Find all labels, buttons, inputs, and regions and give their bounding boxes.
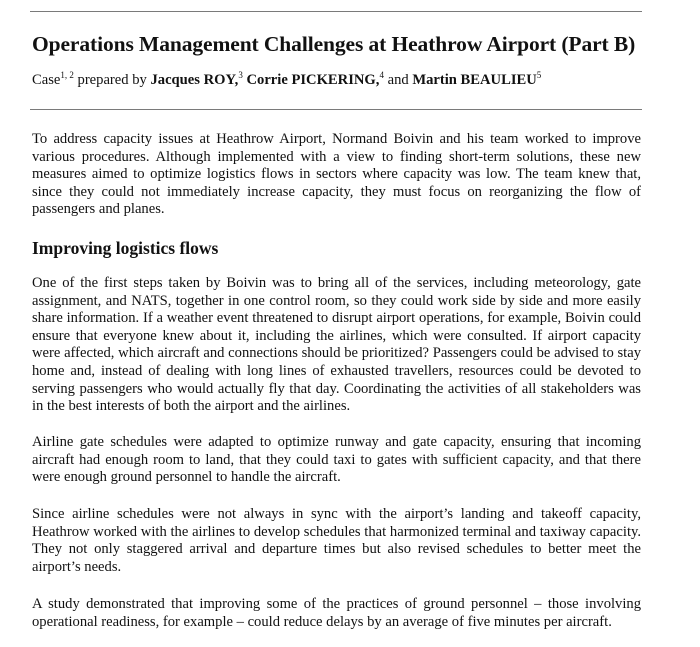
- paragraph-ground-personnel-study: A study demonstrated that improving some of the practices of ground personnel – those involving operational readiness, for example – could reduce delays by an average of five minutes per aircraft.: [32, 596, 641, 630]
- paragraph-airline-schedules: Since airline schedules were not always in sync with the airport’s landing and takeoff capacity, Heathrow worked with the airlines to develop schedules that harmonized terminal and taxiway capacity. They not only staggered arrival and departure times but also revised schedules to better meet the airport’s needs.: [32, 506, 641, 575]
- author2-footnote-ref: 4: [379, 70, 384, 80]
- byline-prepared-by: prepared by: [73, 72, 151, 88]
- byline: [32, 72, 541, 89]
- paragraph-control-room: One of the first steps taken by Boivin was to bring all of the services, including meteorology, gate assignment, and NATS, together in one control room, so they could work side by side and more easily share information. If a weather event threatened to disrupt airport operations, for example, Boivin could ensure that everyone knew about it, including the airlines, which were consulted. If airport capacity were affected, which aircraft and connections should be prioritized? Passengers could be advised to stay home and, instead of dealing with long lines of exhausted travellers, resources could be devoted to serving passengers who would actually fly that day. Coordinating the activities of all stakeholders was in the best interests of both the airport and the airlines.: [32, 275, 641, 415]
- case-footnote-ref: 1, 2: [60, 70, 74, 80]
- author-corrie-pickering: Corrie PICKERING,: [242, 72, 380, 88]
- bottom-rule: [30, 109, 642, 110]
- author3-footnote-ref: 5: [536, 70, 542, 80]
- author-martin-beaulieu: Martin BEAULIEU: [412, 72, 537, 88]
- top-rule: [30, 11, 642, 12]
- byline-and: and: [383, 72, 413, 88]
- author-jacques-roy: Jacques ROY,: [150, 72, 239, 88]
- author1-footnote-ref: 3: [238, 70, 243, 80]
- intro-paragraph: To address capacity issues at Heathrow Airport, Normand Boivin and his team worked to improve various procedures. Although implemented with a view to finding short-term solutions, these new measures aimed to optimize logistics flows in sectors where capacity was low. The team knew that, since they could not immediately increase capacity, they must focus on reorganizing the flow of passengers and planes.: [32, 131, 641, 218]
- document-title: Operations Management Challenges at Heathrow Airport (Part B): [32, 32, 636, 56]
- section-heading: Improving logistics flows: [32, 238, 219, 258]
- byline-prefix: Case: [32, 72, 61, 88]
- paragraph-gate-schedules: Airline gate schedules were adapted to optimize runway and gate capacity, ensuring that incoming aircraft had enough room to land, that they could taxi to gates with sufficient capacity, and that there were enough ground personnel to handle the aircraft.: [32, 434, 641, 486]
